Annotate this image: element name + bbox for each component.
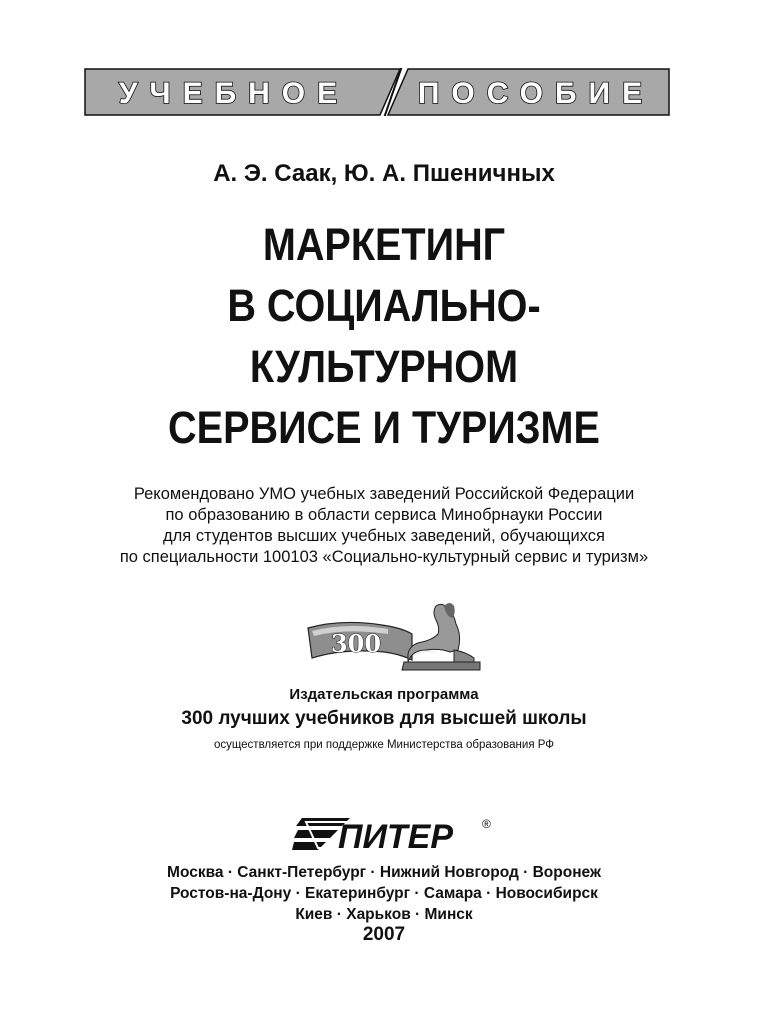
publisher-cities xyxy=(0,862,768,925)
banner-right-word: ПОСОБИЕ xyxy=(417,77,655,110)
title-line: В СОЦИАЛЬНО- xyxy=(227,280,541,331)
title-line: СЕРВИСЕ И ТУРИЗМЕ xyxy=(168,402,600,453)
recommendation-line: по образованию в области сервиса Минобрнауки России xyxy=(165,506,603,524)
title-line: КУЛЬТУРНОМ xyxy=(249,341,519,392)
recommendation-text xyxy=(0,484,768,568)
cities-line: Москва · Санкт-Петербург · Нижний Новгород · Воронеж xyxy=(167,864,601,881)
program-label: Издательская программа xyxy=(289,686,479,703)
sphinx-icon xyxy=(402,603,480,670)
authors: А. Э. Саак, Ю. А. Пшеничных xyxy=(213,160,555,187)
recommendation-line: по специальности 100103 «Социально-культурный сервис и туризм» xyxy=(119,548,649,566)
emblem-number: 300 xyxy=(330,629,382,658)
publication-year: 2007 xyxy=(362,924,406,945)
title-line: МАРКЕТИНГ xyxy=(262,219,506,270)
cities-line: Ростов-на-Дону · Екатеринбург · Самара · Новосибирск xyxy=(170,885,598,902)
recommendation-line: Рекомендовано УМО учебных заведений Российской Федерации xyxy=(133,485,635,503)
series-banner xyxy=(84,68,670,116)
cities-line: Киев · Харьков · Минск xyxy=(295,906,473,923)
recommendation-line: для студентов высших учебных заведений, обучающихся xyxy=(163,527,605,545)
banner-left-word: УЧЕБНОЕ xyxy=(118,77,350,110)
publisher-logo xyxy=(292,812,502,856)
program-support: осуществляется при поддержке Министерства образования РФ xyxy=(213,739,555,751)
book-title xyxy=(46,214,722,458)
registered-mark: ® xyxy=(482,817,491,831)
publisher-name: ПИТЕР xyxy=(338,818,454,856)
program-name: 300 лучших учебников для высшей школы xyxy=(181,708,587,729)
program-emblem xyxy=(304,600,484,678)
